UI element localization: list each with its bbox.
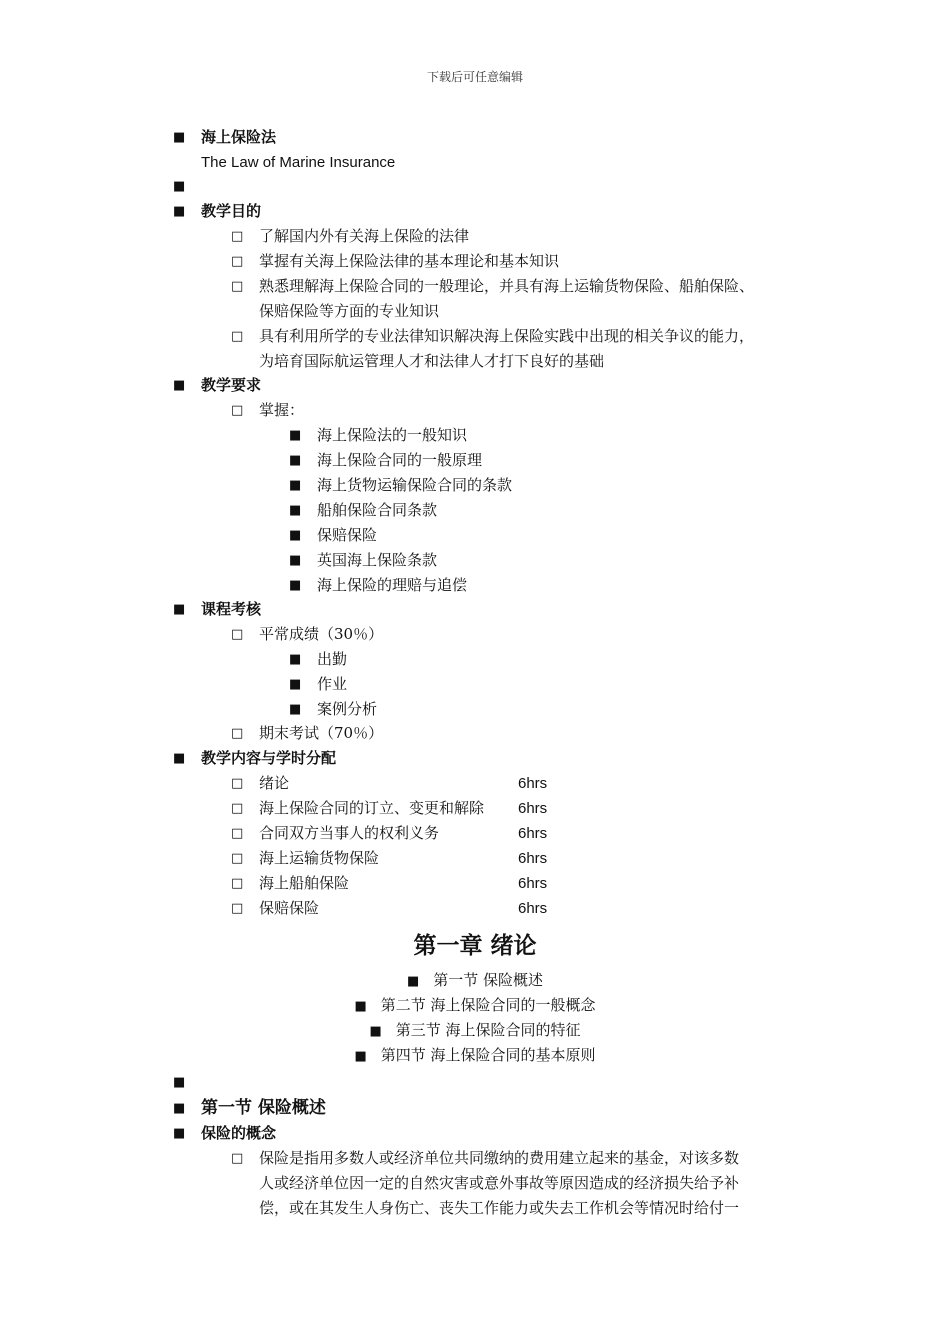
filled-square-bullet-icon: ■	[173, 751, 186, 766]
filled-square-bullet-icon: ■	[289, 503, 302, 518]
filled-square-bullet-icon: ■	[289, 478, 302, 493]
hollow-square-bullet-icon: □	[231, 403, 244, 418]
filled-square-bullet-icon: ■	[369, 1024, 382, 1039]
objective-text: 了解国内外有关海上保险的法律	[259, 227, 470, 245]
schedule-hours: 6hrs	[518, 825, 548, 842]
hollow-square-bullet-icon: □	[231, 1151, 244, 1166]
chapter-section-text: 第一节 保险概述	[433, 971, 544, 989]
assessment-item-text: 案例分析	[317, 700, 378, 718]
requirements-heading: 教学要求	[201, 376, 262, 394]
filled-square-bullet-icon: ■	[289, 702, 302, 717]
requirement-text: 海上保险合同的一般原理	[317, 451, 483, 469]
chapter-section-text: 第二节 海上保险合同的一般概念	[380, 996, 596, 1014]
requirement-text: 英国海上保险条款	[317, 551, 438, 569]
schedule-hours: 6hrs	[518, 800, 548, 817]
schedule-hours: 6hrs	[518, 850, 548, 867]
filled-square-bullet-icon: ■	[173, 1126, 186, 1141]
filled-square-bullet-icon: ■	[173, 1075, 186, 1090]
filled-square-bullet-icon: ■	[173, 378, 186, 393]
page-header: 下载后可任意编辑	[426, 70, 523, 84]
hollow-square-bullet-icon: □	[231, 279, 244, 294]
hollow-square-bullet-icon: □	[231, 726, 244, 741]
filled-square-bullet-icon: ■	[173, 204, 186, 219]
chapter-section-item	[0, 968, 950, 993]
objective-text: 熟悉理解海上保险合同的一般理论，并具有海上运输货物保险、船舶保险、	[259, 277, 755, 295]
requirement-text: 船舶保险合同条款	[317, 501, 438, 519]
hollow-square-bullet-icon: □	[231, 801, 244, 816]
concept-paragraph-text: 偿，或在其发生人身伤亡、丧失工作能力或失去工作机会等情况时给付一	[259, 1199, 740, 1217]
assessment-item-text: 出勤	[317, 650, 348, 668]
filled-square-bullet-icon: ■	[173, 179, 186, 194]
concept-paragraph-text: 人或经济单位因一定的自然灾害或意外事故等原因造成的经济损失给予补	[259, 1174, 740, 1192]
hollow-square-bullet-icon: □	[231, 901, 244, 916]
hollow-square-bullet-icon: □	[231, 876, 244, 891]
filled-square-bullet-icon: ■	[289, 528, 302, 543]
schedule-topic: 海上保险合同的订立、变更和解除	[259, 799, 485, 817]
schedule-topic: 海上运输货物保险	[259, 849, 380, 867]
filled-square-bullet-icon: ■	[173, 1101, 186, 1116]
hollow-square-bullet-icon: □	[231, 229, 244, 244]
assessment-heading: 课程考核	[201, 600, 262, 618]
chapter-section-text: 第三节 海上保险合同的特征	[395, 1021, 581, 1039]
schedule-heading: 教学内容与学时分配	[201, 749, 337, 767]
section1-title: 第一节 保险概述	[201, 1098, 326, 1118]
objectives-heading: 教学目的	[201, 202, 262, 220]
assessment-regular: 平常成绩（30％）	[259, 625, 384, 643]
hollow-square-bullet-icon: □	[231, 254, 244, 269]
schedule-topic: 保赔保险	[259, 899, 320, 917]
hollow-square-bullet-icon: □	[231, 826, 244, 841]
chapter-title: 第一章 绪论	[413, 932, 537, 959]
filled-square-bullet-icon: ■	[406, 974, 420, 989]
hollow-square-bullet-icon: □	[231, 627, 244, 642]
chapter-section-item	[0, 993, 950, 1018]
requirement-text: 海上货物运输保险合同的条款	[317, 476, 513, 494]
schedule-hours: 6hrs	[518, 875, 548, 892]
filled-square-bullet-icon: ■	[289, 553, 302, 568]
hollow-square-bullet-icon: □	[231, 329, 244, 344]
assessment-final: 期末考试（70％）	[259, 724, 384, 742]
chapter-section-item	[0, 1043, 950, 1068]
filled-square-bullet-icon: ■	[173, 130, 186, 145]
objective-text: 为培育国际航运管理人才和法律人才打下良好的基础	[259, 352, 605, 370]
chapter-section-text: 第四节 海上保险合同的基本原则	[380, 1046, 596, 1064]
objective-text: 具有利用所学的专业法律知识解决海上保险实践中出现的相关争议的能力，	[259, 327, 755, 345]
filled-square-bullet-icon: ■	[354, 1049, 367, 1064]
concept-paragraph-text: 保险是指用多数人或经济单位共同缴纳的费用建立起来的基金，对该多数	[259, 1149, 740, 1167]
hollow-square-bullet-icon: □	[231, 851, 244, 866]
schedule-hours: 6hrs	[518, 775, 548, 792]
requirement-master-label: 掌握：	[259, 401, 305, 419]
requirement-text: 海上保险的理赔与追偿	[317, 576, 468, 594]
filled-square-bullet-icon: ■	[289, 428, 302, 443]
filled-square-bullet-icon: ■	[289, 453, 302, 468]
requirement-text: 海上保险法的一般知识	[317, 426, 468, 444]
assessment-item-text: 作业	[317, 675, 348, 693]
schedule-topic: 海上船舶保险	[259, 874, 350, 892]
filled-square-bullet-icon: ■	[173, 602, 186, 617]
concept-heading: 保险的概念	[201, 1124, 277, 1142]
document-title: 海上保险法	[201, 128, 277, 146]
filled-square-bullet-icon: ■	[289, 677, 302, 692]
objective-text: 保赔保险等方面的专业知识	[259, 302, 440, 320]
chapter-section-item	[0, 1018, 950, 1043]
schedule-hours: 6hrs	[518, 900, 548, 917]
document-title-english: The Law of Marine Insurance	[201, 154, 396, 171]
requirement-text: 保赔保险	[317, 526, 378, 544]
hollow-square-bullet-icon: □	[231, 776, 244, 791]
schedule-topic: 合同双方当事人的权利义务	[259, 824, 440, 842]
objective-text: 掌握有关海上保险法律的基本理论和基本知识	[259, 252, 560, 270]
schedule-topic: 绪论	[259, 774, 290, 792]
filled-square-bullet-icon: ■	[354, 999, 367, 1014]
filled-square-bullet-icon: ■	[289, 652, 302, 667]
filled-square-bullet-icon: ■	[289, 578, 302, 593]
